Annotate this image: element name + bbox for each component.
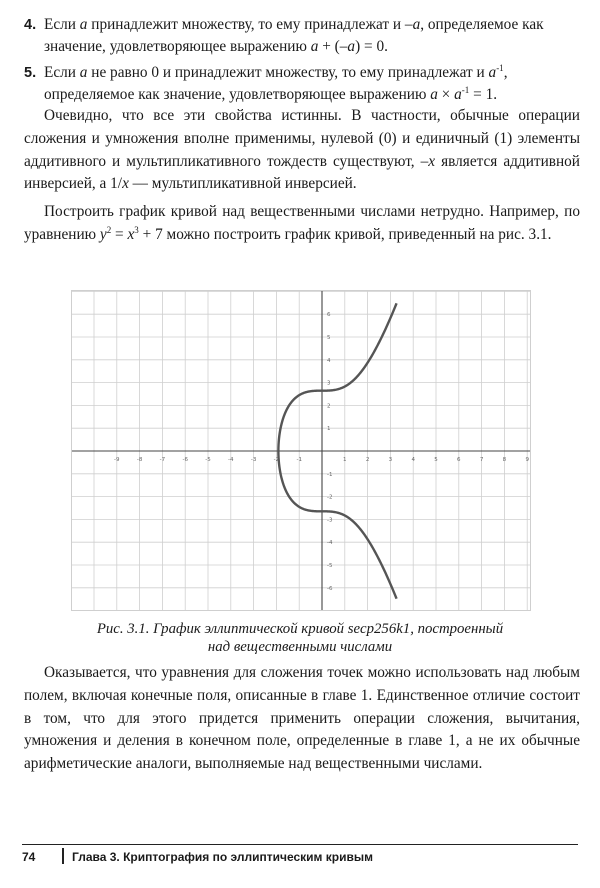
x-tick-label: 7 [479, 457, 484, 463]
y-tick-label: 4 [327, 357, 331, 364]
y-tick-label: -6 [327, 585, 333, 592]
paragraph-text: Построить график кривой над вещественными числами нетрудно. Например, по уравнению $y^2 = x^3 + 7$ можно построить график кривой, приведенный на рис. 3.1. [24, 203, 580, 243]
x-tick-label: 4 [411, 457, 415, 463]
x-tick-label: -5 [205, 457, 211, 463]
x-tick-label: 9 [525, 457, 529, 463]
x-tick-label: 1 [343, 457, 347, 463]
x-tick-label: -6 [182, 457, 188, 463]
x-tick-label: -2 [273, 457, 280, 463]
list-number: 5. [24, 65, 37, 81]
y-tick-label: 1 [327, 426, 331, 433]
paragraph-text: Очевидно, что все эти свойства истинны. В частности, обычные операции сложения и умножения вполне применимы, нулевой (0) и единичный (1) элементы аддитивного и мультипликативного тождеств существуют, –x является аддитивной инверсией, а 1/x — мультипликативной инверсией. [24, 107, 580, 193]
figure-caption-line: Рис. 3.1. График эллиптической кривой secp256k1, построенный [96, 621, 504, 637]
chapter-title: Глава 3. Криптография по эллиптическим кривым [72, 850, 373, 864]
x-tick-label: 3 [388, 457, 393, 463]
y-tick-label: 3 [327, 380, 331, 387]
chart [71, 290, 531, 611]
x-tick-label: 8 [502, 457, 507, 463]
y-tick-label: 2 [327, 403, 331, 410]
list-number: 4. [24, 17, 37, 33]
list-item [24, 14, 580, 58]
y-tick-label: -2 [327, 494, 333, 501]
x-tick-label: -1 [296, 457, 302, 463]
paragraph [24, 662, 580, 776]
x-tick-label: -8 [136, 457, 143, 463]
list-text: Если a принадлежит множеству, то ему принадлежат и –a, определяемое как значение, удовлетворяющее выражению a + (–a) = 0. [44, 16, 544, 55]
list-text: Если a не равно 0 и принадлежит множеству, то ему принадлежат и $a^{-1}$, определяемое как значение, удовлетворяющее выражению $a \times a^{-1} = 1$. [44, 62, 508, 103]
x-tick-label: -7 [159, 457, 166, 463]
y-tick-label: 5 [327, 335, 331, 341]
x-tick-label: 6 [457, 457, 461, 463]
footer-separator [62, 848, 64, 864]
figure-caption-line: над вещественными числами [207, 639, 393, 655]
y-tick-label: -4 [327, 540, 333, 547]
x-tick-label: 5 [434, 457, 438, 463]
x-tick-label: -3 [250, 457, 257, 463]
footer-rule [22, 844, 578, 845]
y-tick-label: -5 [327, 563, 333, 569]
y-tick-label: -3 [327, 517, 333, 524]
paragraph-text: Оказывается, что уравнения для сложения точек можно использовать над любым полем, включая конечные поля, описанные в главе 1. Единственное отличие состоит в том, что для этого придется применить операции сложения, вычитания, умножения и деления в конечном поле, определенные в главе 1, а не их обычные арифметические аналоги, выполняемые над вещественными числами. [24, 664, 580, 773]
figure-caption [40, 620, 560, 656]
y-tick-label: -1 [327, 471, 333, 478]
figure-elliptic-curve [71, 290, 531, 611]
paragraph [24, 105, 580, 196]
x-tick-label: -4 [228, 457, 234, 463]
x-tick-label: 2 [365, 457, 370, 463]
paragraph [24, 201, 580, 247]
list-item [24, 62, 580, 106]
y-tick-label: 6 [327, 312, 331, 319]
x-tick-label: -9 [114, 457, 120, 463]
page-number: 74 [22, 850, 36, 864]
